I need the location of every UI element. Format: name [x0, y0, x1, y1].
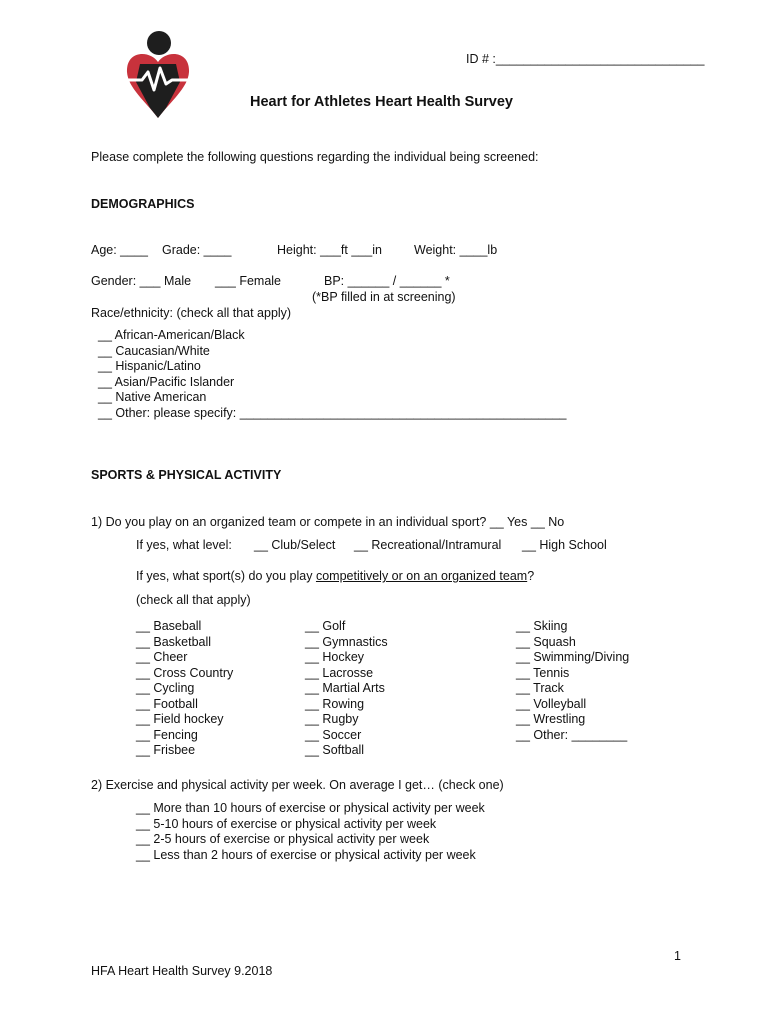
sport-option[interactable]: __ Cheer — [136, 650, 188, 664]
exercise-options-list — [136, 801, 485, 863]
exercise-option[interactable]: __ More than 10 hours of exercise or physical activity per week — [136, 801, 485, 815]
race-option[interactable]: __ African-American/Black — [98, 328, 245, 342]
sport-option[interactable]: __ Basketball — [136, 634, 212, 649]
weight-field[interactable]: Weight: ____lb — [414, 243, 498, 257]
sport-option[interactable]: __ Volleyball — [516, 696, 587, 711]
sports-column-1 — [136, 619, 233, 759]
question-1: 1) Do you play on an organized team or compete in an individual sport? __ Yes __ No — [91, 515, 565, 529]
heart-athlete-logo — [122, 28, 194, 124]
sport-option[interactable]: __ Tennis — [516, 665, 570, 680]
sports-column-3 — [516, 619, 629, 743]
sport-option[interactable]: __ Squash — [516, 634, 576, 649]
sport-option[interactable]: __ Hockey — [305, 650, 365, 664]
sport-option[interactable]: __ Softball — [305, 743, 365, 757]
race-option[interactable]: __ Caucasian/White — [98, 343, 210, 358]
page-title: Heart for Athletes Heart Health Survey — [250, 94, 513, 110]
sport-option[interactable]: __ Cycling — [136, 681, 195, 695]
gender-female-option[interactable]: ___ Female — [215, 274, 282, 288]
sport-option[interactable]: __ Rugby — [305, 712, 359, 726]
page-number: 1 — [674, 949, 681, 963]
check-all-note: (check all that apply) — [136, 593, 251, 607]
race-option[interactable]: __ Other: please specify: _______________________________________________ — [98, 405, 567, 420]
sport-option[interactable]: __ Football — [136, 696, 198, 711]
sport-option[interactable]: __ Field hockey — [136, 712, 224, 726]
bp-note: (*BP filled in at screening) — [312, 290, 456, 304]
sport-option[interactable]: __ Track — [516, 681, 564, 695]
sport-option[interactable]: __ Lacrosse — [305, 665, 374, 680]
sport-question: If yes, what sport(s) do you play competitively or on an organized team? — [136, 569, 535, 583]
sport-option[interactable]: __ Wrestling — [516, 712, 586, 726]
sports-heading: SPORTS & PHYSICAL ACTIVITY — [91, 468, 282, 482]
question-2: 2) Exercise and physical activity per week. On average I get… (check one) — [91, 778, 504, 792]
sport-option[interactable]: __ Cross Country — [136, 665, 234, 680]
sport-option[interactable]: __ Skiing — [516, 619, 568, 633]
level-option-high-school[interactable]: __ High School — [522, 538, 607, 552]
exercise-option[interactable]: __ 5-10 hours of exercise or physical activity per week — [136, 816, 437, 831]
footer-label: HFA Heart Health Survey 9.2018 — [91, 964, 273, 978]
exercise-option[interactable]: __ 2-5 hours of exercise or physical activity per week — [136, 832, 430, 846]
age-field[interactable]: Age: ____ — [91, 243, 148, 257]
sport-option[interactable]: __ Frisbee — [136, 743, 196, 757]
sports-column-2 — [305, 619, 388, 759]
bp-field[interactable]: BP: ______ / ______ * — [324, 274, 450, 288]
sport-option[interactable]: __ Rowing — [305, 696, 365, 711]
race-options-list — [98, 328, 566, 421]
gender-male-option[interactable]: Gender: ___ Male — [91, 274, 192, 288]
demographics-heading: DEMOGRAPHICS — [91, 197, 195, 211]
level-option-club[interactable]: __ Club/Select — [254, 538, 336, 552]
sport-option[interactable]: __ Fencing — [136, 727, 198, 742]
exercise-option[interactable]: __ Less than 2 hours of exercise or physical activity per week — [136, 847, 476, 862]
intro-text: Please complete the following questions regarding the individual being screened: — [91, 150, 539, 164]
height-field[interactable]: Height: ___ft ___in — [277, 243, 382, 257]
race-option[interactable]: __ Asian/Pacific Islander — [98, 374, 235, 389]
race-label: Race/ethnicity: (check all that apply) — [91, 306, 292, 320]
grade-field[interactable]: Grade: ____ — [162, 243, 232, 257]
sport-option[interactable]: __ Soccer — [305, 727, 362, 742]
sport-option[interactable]: __ Other: ________ — [516, 727, 628, 742]
sport-option[interactable]: __ Martial Arts — [305, 681, 385, 695]
race-option[interactable]: __ Hispanic/Latino — [98, 359, 201, 373]
id-field[interactable]: ID # :______________________________ — [466, 52, 705, 66]
sport-option[interactable]: __ Baseball — [136, 619, 202, 633]
level-option-recreational[interactable]: __ Recreational/Intramural — [354, 538, 502, 552]
sport-option[interactable]: __ Swimming/Diving — [516, 650, 630, 664]
sport-option[interactable]: __ Gymnastics — [305, 634, 388, 649]
level-label: If yes, what level: — [136, 538, 232, 552]
sport-option[interactable]: __ Golf — [305, 619, 346, 633]
race-option[interactable]: __ Native American — [98, 390, 207, 404]
